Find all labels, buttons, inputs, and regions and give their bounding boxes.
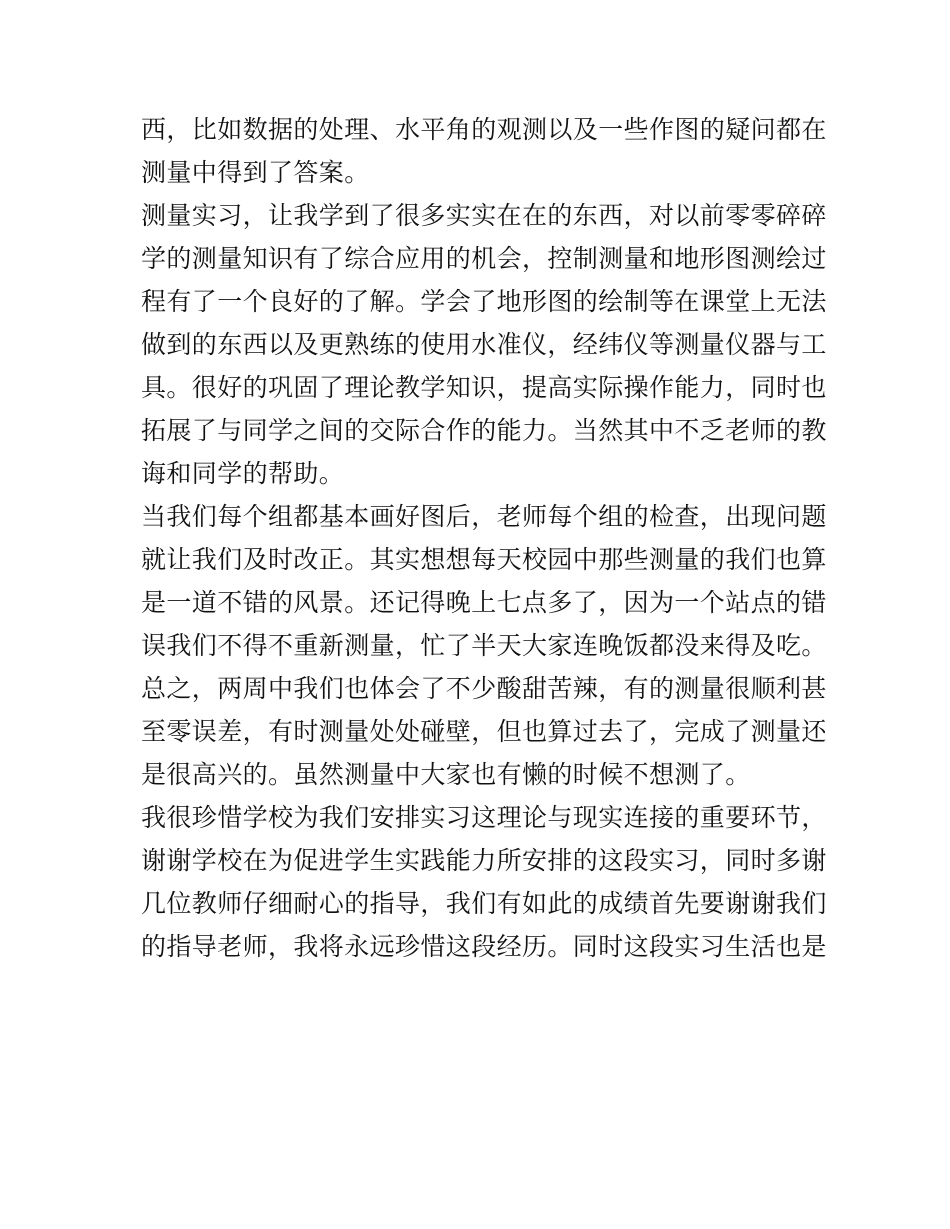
text-line: 当我们每个组都基本画好图后，老师每个组的检查，出现问题 xyxy=(141,502,827,531)
text-line: 程有了一个良好的了解。学会了地形图的绘制等在课堂上无法 xyxy=(141,287,827,316)
text-line: 就让我们及时改正。其实想想每天校园中那些测量的我们也算 xyxy=(141,545,827,574)
text-line: 诲和同学的帮助。 xyxy=(141,459,345,488)
text-line: 是很高兴的。虽然测量中大家也有懒的时候不想测了。 xyxy=(141,760,751,789)
text-line: 总之，两周中我们也体会了不少酸甜苦辣，有的测量很顺利甚 xyxy=(141,674,827,703)
text-line: 我很珍惜学校为我们安排实习这理论与现实连接的重要环节， xyxy=(141,803,827,832)
text-line: 做到的东西以及更熟练的使用水准仪，经纬仪等测量仪器与工 xyxy=(141,330,827,359)
text-line: 是一道不错的风景。还记得晚上七点多了，因为一个站点的错 xyxy=(141,588,827,617)
text-line: 测量中得到了答案。 xyxy=(141,158,370,187)
text-line: 测量实习，让我学到了很多实实在在的东西，对以前零零碎碎 xyxy=(141,201,827,230)
text-line: 西，比如数据的处理、水平角的观测以及一些作图的疑问都在 xyxy=(141,115,827,144)
text-line: 拓展了与同学之间的交际合作的能力。当然其中不乏老师的教 xyxy=(141,416,827,445)
text-line: 的指导老师，我将永远珍惜这段经历。同时这段实习生活也是 xyxy=(141,932,827,961)
text-line: 误我们不得不重新测量，忙了半天大家连晚饭都没来得及吃。 xyxy=(141,631,827,660)
text-line: 至零误差，有时测量处处碰壁，但也算过去了，完成了测量还 xyxy=(141,717,827,746)
text-line: 具。很好的巩固了理论教学知识，提高实际操作能力，同时也 xyxy=(141,373,827,402)
text-line: 几位教师仔细耐心的指导，我们有如此的成绩首先要谢谢我们 xyxy=(141,889,827,918)
text-line: 谢谢学校在为促进学生实践能力所安排的这段实习，同时多谢 xyxy=(141,846,827,875)
body-text xyxy=(141,108,827,968)
text-line: 学的测量知识有了综合应用的机会，控制测量和地形图测绘过 xyxy=(141,244,827,273)
